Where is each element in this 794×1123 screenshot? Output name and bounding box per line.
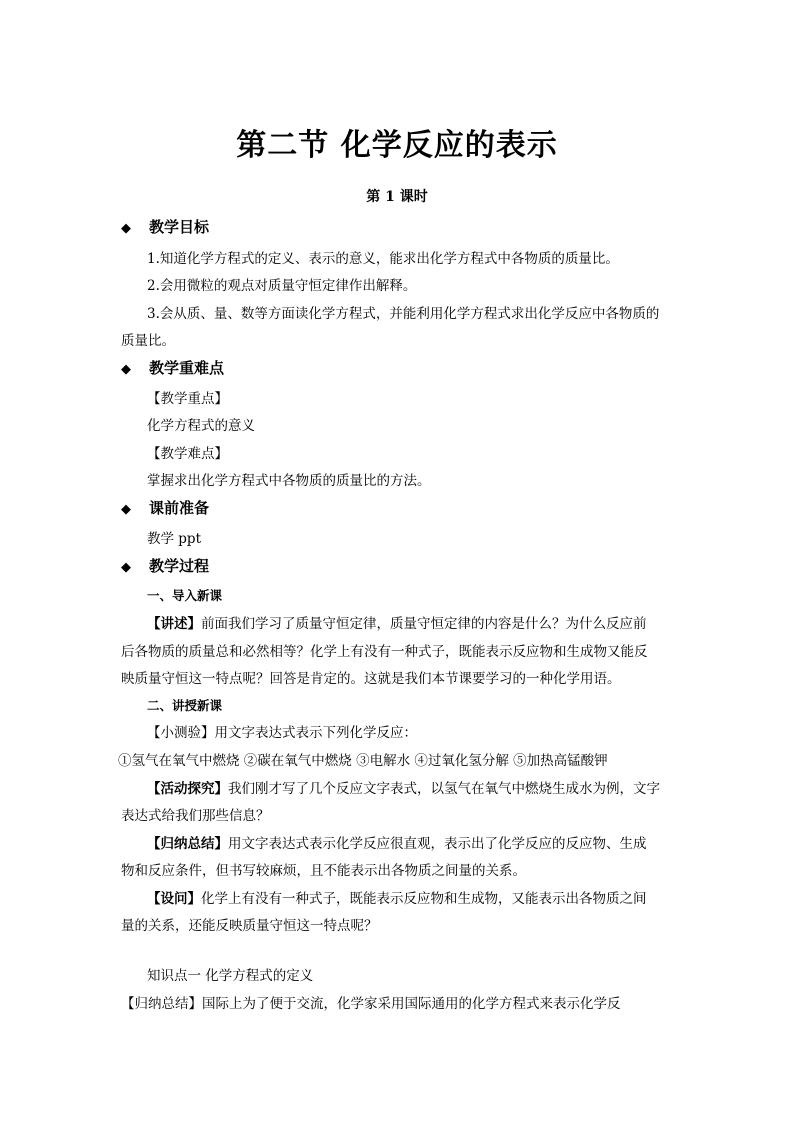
goal-item: 质量比。 bbox=[121, 333, 175, 349]
diamond-icon: ◆ bbox=[121, 362, 131, 377]
goal-item: 3.会从质、量、数等方面读化学方程式，并能利用化学方程式求出化学反应中各物质的 bbox=[147, 306, 660, 322]
question-line: 量的关系，还能反映质量守恒这一特点呢？ bbox=[121, 918, 378, 934]
section-heading-text: 教学目标 bbox=[149, 218, 210, 236]
focus-text: 化学方程式的意义 bbox=[147, 418, 255, 434]
section-heading-preparation bbox=[121, 497, 209, 518]
paragraph-text: 国际上为了便于交流，化学家采用国际通用的化学方程式来表示化学反 bbox=[202, 996, 621, 1012]
section-heading-text: 教学重难点 bbox=[149, 359, 225, 377]
quiz-text: 用文字表达式表示下列化学反应： bbox=[214, 725, 417, 741]
part2-title: 二、讲授新课 bbox=[147, 698, 223, 713]
goal-item: 2.会用微粒的观点对质量守恒定律作出解释。 bbox=[147, 278, 417, 294]
kp1-tag: 【归纳总结】 bbox=[121, 996, 202, 1012]
section-heading-process bbox=[121, 555, 209, 576]
summary-line: 物和反应条件，但书写较麻烦，且不能表示出各物质之间量的关系。 bbox=[121, 863, 526, 879]
section-heading-text: 教学过程 bbox=[149, 557, 210, 575]
part1-title: 一、导入新课 bbox=[147, 588, 223, 603]
kp1-line bbox=[121, 992, 621, 1012]
explore-tag: 【活动探究】 bbox=[147, 781, 228, 797]
explore-line bbox=[147, 777, 660, 797]
page-title: 第二节 化学反应的表示 bbox=[236, 128, 558, 163]
difficulty-text: 掌握求出化学方程式中各物质的质量比的方法。 bbox=[147, 473, 431, 489]
section-heading-text: 课前准备 bbox=[149, 499, 210, 517]
summary-line bbox=[147, 832, 647, 852]
part1-paragraph-line bbox=[147, 612, 647, 632]
goal-item: 1.知道化学方程式的定义、表示的意义，能求出化学方程式中各物质的质量比。 bbox=[147, 251, 619, 267]
quiz-tag: 【小测验】 bbox=[147, 725, 215, 741]
diamond-icon: ◆ bbox=[121, 221, 131, 236]
diamond-icon: ◆ bbox=[121, 560, 131, 575]
paragraph-text: 前面我们学习了质量守恒定律，质量守恒定律的内容是什么？为什么反应前 bbox=[201, 616, 647, 632]
lesson-subtitle: 第 1 课时 bbox=[366, 189, 428, 205]
paragraph-text: 化学上有没有一种式子，既能表示反应物和生成物，又能表示出各物质之间 bbox=[201, 891, 647, 907]
preparation-text: 教学 ppt bbox=[147, 531, 201, 547]
lecture-tag: 【讲述】 bbox=[147, 616, 201, 632]
difficulty-label: 【教学难点】 bbox=[147, 446, 228, 462]
question-tag: 【设问】 bbox=[147, 891, 201, 907]
knowledge-point-title: 知识点一 化学方程式的定义 bbox=[147, 968, 314, 984]
paragraph-text: 我们刚才写了几个反应文字表式，以氢气在氧气中燃烧生成水为例，文字 bbox=[228, 781, 660, 797]
quiz-line bbox=[147, 721, 417, 741]
summary-tag: 【归纳总结】 bbox=[147, 836, 228, 852]
quiz-items: ①氢气在氧气中燃烧 ②碳在氧气中燃烧 ③电解水 ④过氧化氢分解 ⑤加热高锰酸钾 bbox=[118, 753, 608, 769]
part1-paragraph-line: 映质量守恒这一特点呢？回答是肯定的。这就是我们本节课要学习的一种化学用语。 bbox=[121, 671, 621, 687]
explore-line: 表达式给我们那些信息？ bbox=[121, 808, 270, 824]
section-heading-key-points bbox=[121, 357, 224, 378]
paragraph-text: 用文字表达式表示化学反应很直观，表示出了化学反应的反应物、生成 bbox=[228, 836, 647, 852]
section-heading-goals bbox=[121, 216, 209, 237]
part1-paragraph-line: 后各物质的质量总和必然相等？化学上有没有一种式子，既能表示反应物和生成物又能反 bbox=[121, 644, 648, 660]
question-line bbox=[147, 887, 647, 907]
focus-label: 【教学重点】 bbox=[147, 391, 228, 407]
diamond-icon: ◆ bbox=[121, 502, 131, 517]
